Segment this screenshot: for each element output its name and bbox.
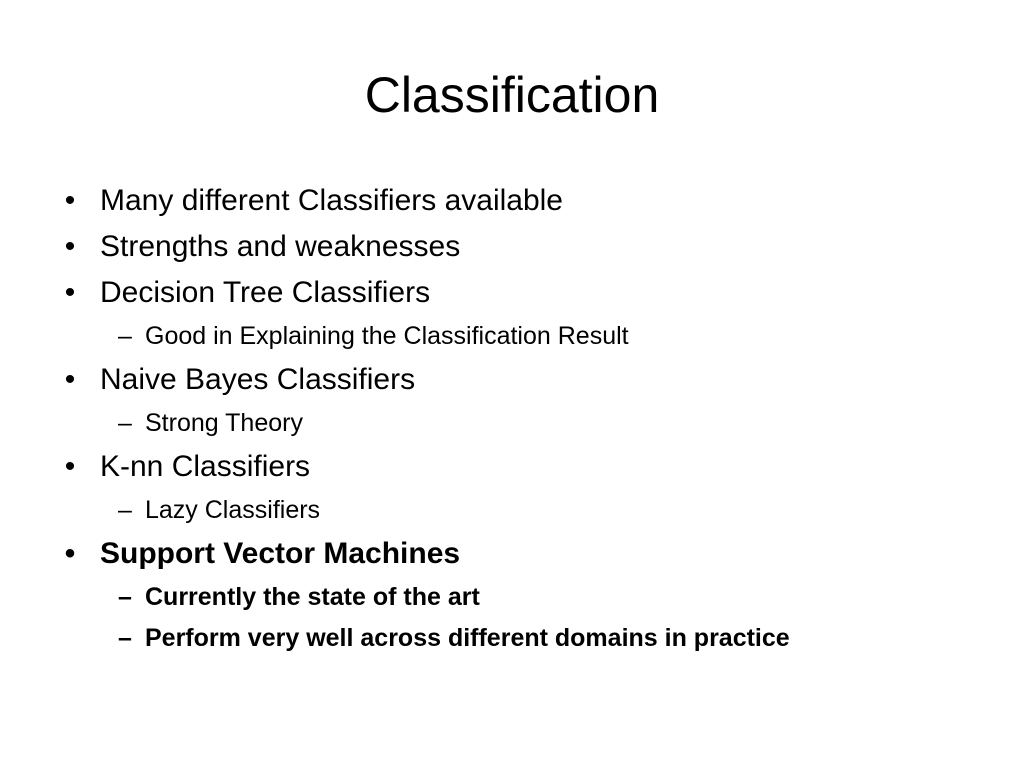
sub-list-item <box>58 403 998 444</box>
bullet-icon: • <box>64 230 76 263</box>
sub-list-item <box>58 316 998 357</box>
list-item-text: Naive Bayes Classifiers <box>100 363 416 396</box>
list-item <box>58 444 998 490</box>
list-item <box>58 357 998 403</box>
list-item-text: Strengths and weaknesses <box>100 230 461 263</box>
list-item-text: Support Vector Machines <box>100 537 461 570</box>
sub-list-item-text: Perform very well across different domains in practice <box>145 624 790 652</box>
sub-list-item-text: Currently the state of the art <box>145 583 480 611</box>
list-item <box>58 531 998 577</box>
dash-icon: – <box>118 496 132 524</box>
slide-title: Classification <box>364 67 660 123</box>
list-item-text: Many different Classifiers available <box>100 184 563 217</box>
list-item-text: Decision Tree Classifiers <box>100 276 431 309</box>
list-item <box>58 178 998 224</box>
sub-list-item-text: Good in Explaining the Classification Result <box>145 322 629 350</box>
bullet-icon: • <box>64 537 76 570</box>
sub-list-item <box>58 490 998 531</box>
bullet-icon: • <box>64 450 76 483</box>
bullet-icon: • <box>64 276 76 309</box>
bullet-icon: • <box>64 363 76 396</box>
bullet-list <box>58 178 998 659</box>
sub-list-item <box>58 577 998 618</box>
dash-icon: – <box>118 409 132 437</box>
sub-list-item-text: Lazy Classifiers <box>145 496 321 524</box>
dash-icon: – <box>118 583 132 611</box>
list-item <box>58 270 998 316</box>
sub-list-item <box>58 618 998 659</box>
list-item-text: K-nn Classifiers <box>100 450 311 483</box>
list-item <box>58 224 998 270</box>
dash-icon: – <box>118 322 132 350</box>
dash-icon: – <box>118 624 132 652</box>
bullet-icon: • <box>64 184 76 217</box>
sub-list-item-text: Strong Theory <box>145 409 303 437</box>
